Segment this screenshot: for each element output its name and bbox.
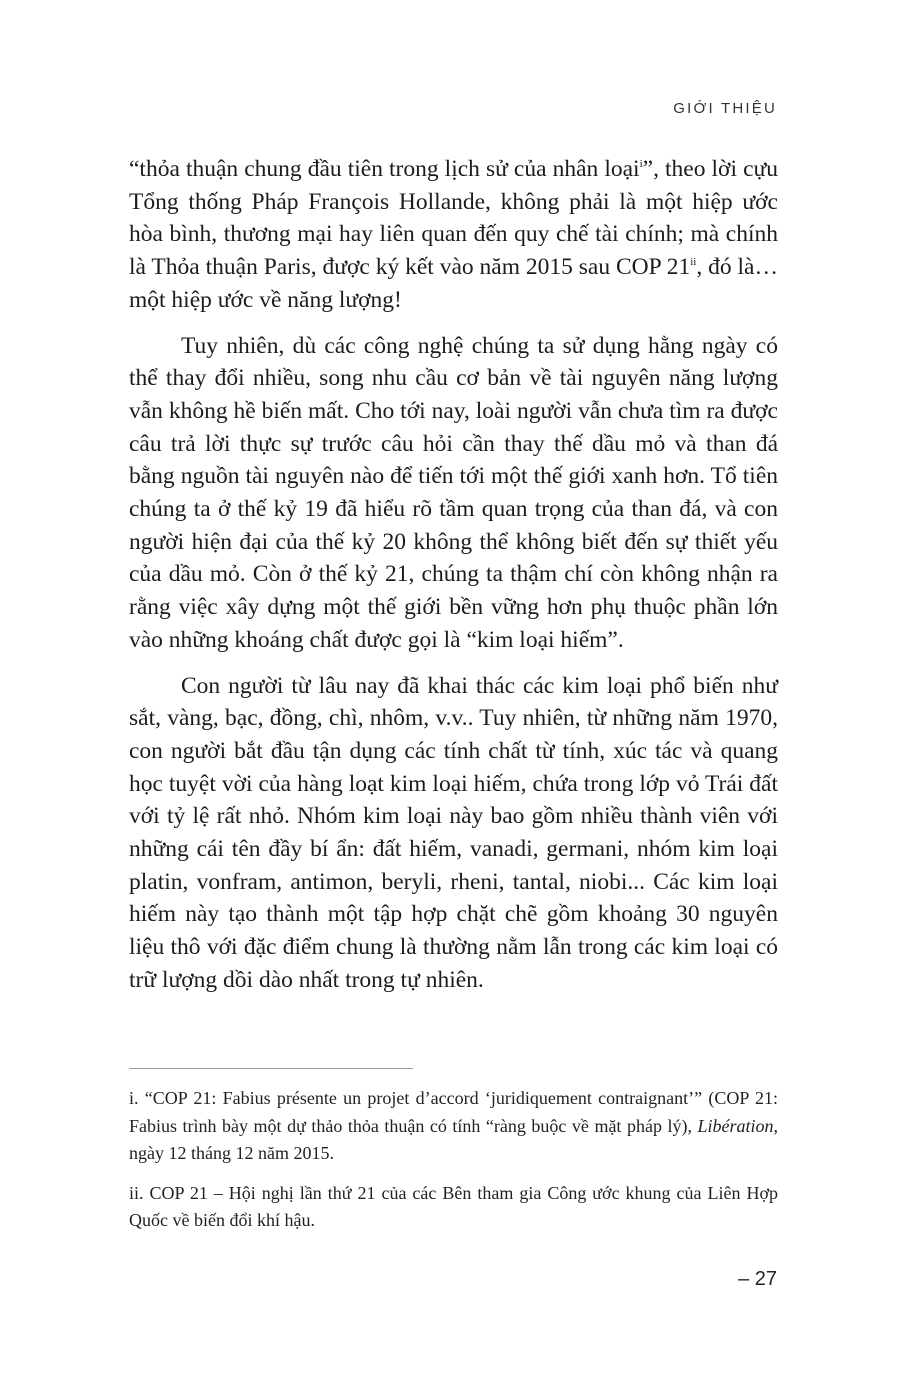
footnote-i	[129, 1085, 778, 1168]
running-head: GIỚI THIỆU	[673, 100, 777, 117]
footnote-ref-ii[interactable]: ii	[690, 256, 697, 269]
footnote-i-text: i. “COP 21: Fabius présente un projet d’accord ‘juridiquement contraignant’” (COP 21: Fabius trình bày một dự thảo thỏa thuận có tính “ràng buộc về mặt pháp lý),	[129, 1088, 778, 1136]
paragraph-1-part-3: , đó là… một hiệp ước về năng lượng!	[129, 254, 778, 313]
page-number: – 27	[738, 1268, 777, 1290]
footnote-i-source: Libération	[697, 1115, 774, 1136]
footnote-divider	[129, 1068, 413, 1069]
paragraph-1-part-2: ”, theo lời cựu Tổng thống Pháp François Hollande, không phải là một hiệp ước hòa bình, thương mại hay liên quan đến quy chế tài chính; mà chính là Thỏa thuận Paris, được ký kết vào năm 2015 sau COP 21	[129, 156, 778, 281]
paragraph-3: Con người từ lâu nay đã khai thác các kim loại phổ biến như sắt, vàng, bạc, đồng, chì, nhôm, v.v.. Tuy nhiên, từ những năm 1970, con người bắt đầu tận dụng các tính chất từ tính, xúc tác và quang học tuyệt vời của hàng loạt kim loại hiếm, chứa trong lớp vỏ Trái đất với tỷ lệ rất nhỏ. Nhóm kim loại này bao gồm nhiều thành viên với những cái tên đầy bí ẩn: đất hiếm, vanadi, germani, nhóm kim loại platin, vonfram, antimon, beryli, rheni, tantal, niobi... Các kim loại hiếm này tạo thành một tập hợp chặt chẽ gồm khoảng 30 nguyên liệu thô với đặc điểm chung là thường nằm lẫn trong các kim loại có trữ lượng dồi dào nhất trong tự nhiên.	[129, 672, 778, 993]
paragraph-1	[129, 153, 778, 317]
footnote-i-date: , ngày 12 tháng 12 năm 2015.	[129, 1115, 779, 1163]
footnotes	[129, 1085, 778, 1235]
body-text	[129, 153, 778, 997]
footnote-ref-i[interactable]: i	[639, 158, 643, 170]
footnote-ii: ii. COP 21 – Hội nghị lần thứ 21 của các Bên tham gia Công ước khung của Liên Hợp Quốc về biến đổi khí hậu.	[129, 1182, 778, 1230]
paragraph-1-part-1: “thỏa thuận chung đầu tiên trong lịch sử của nhân loại	[129, 156, 640, 182]
paragraph-2: Tuy nhiên, dù các công nghệ chúng ta sử dụng hằng ngày có thể thay đổi nhiều, song nhu cầu cơ bản về tài nguyên năng lượng vẫn không hề biến mất. Cho tới nay, loài người vẫn chưa tìm ra được câu trả lời thực sự trước câu hỏi cần thay thế dầu mỏ và than đá bằng nguồn tài nguyên nào để tiến tới một thế giới xanh hơn. Tổ tiên chúng ta ở thế kỷ 19 đã hiểu rõ tầm quan trọng của than đá, và con người hiện đại của thế kỷ 20 không thể không biết đến sự thiết yếu của dầu mỏ. Còn ở thế kỷ 21, chúng ta thậm chí còn không nhận ra rằng việc xây dựng một thế giới bền vững hơn phụ thuộc phần lớn vào những khoáng chất được gọi là “kim loại hiếm”.	[129, 332, 778, 653]
